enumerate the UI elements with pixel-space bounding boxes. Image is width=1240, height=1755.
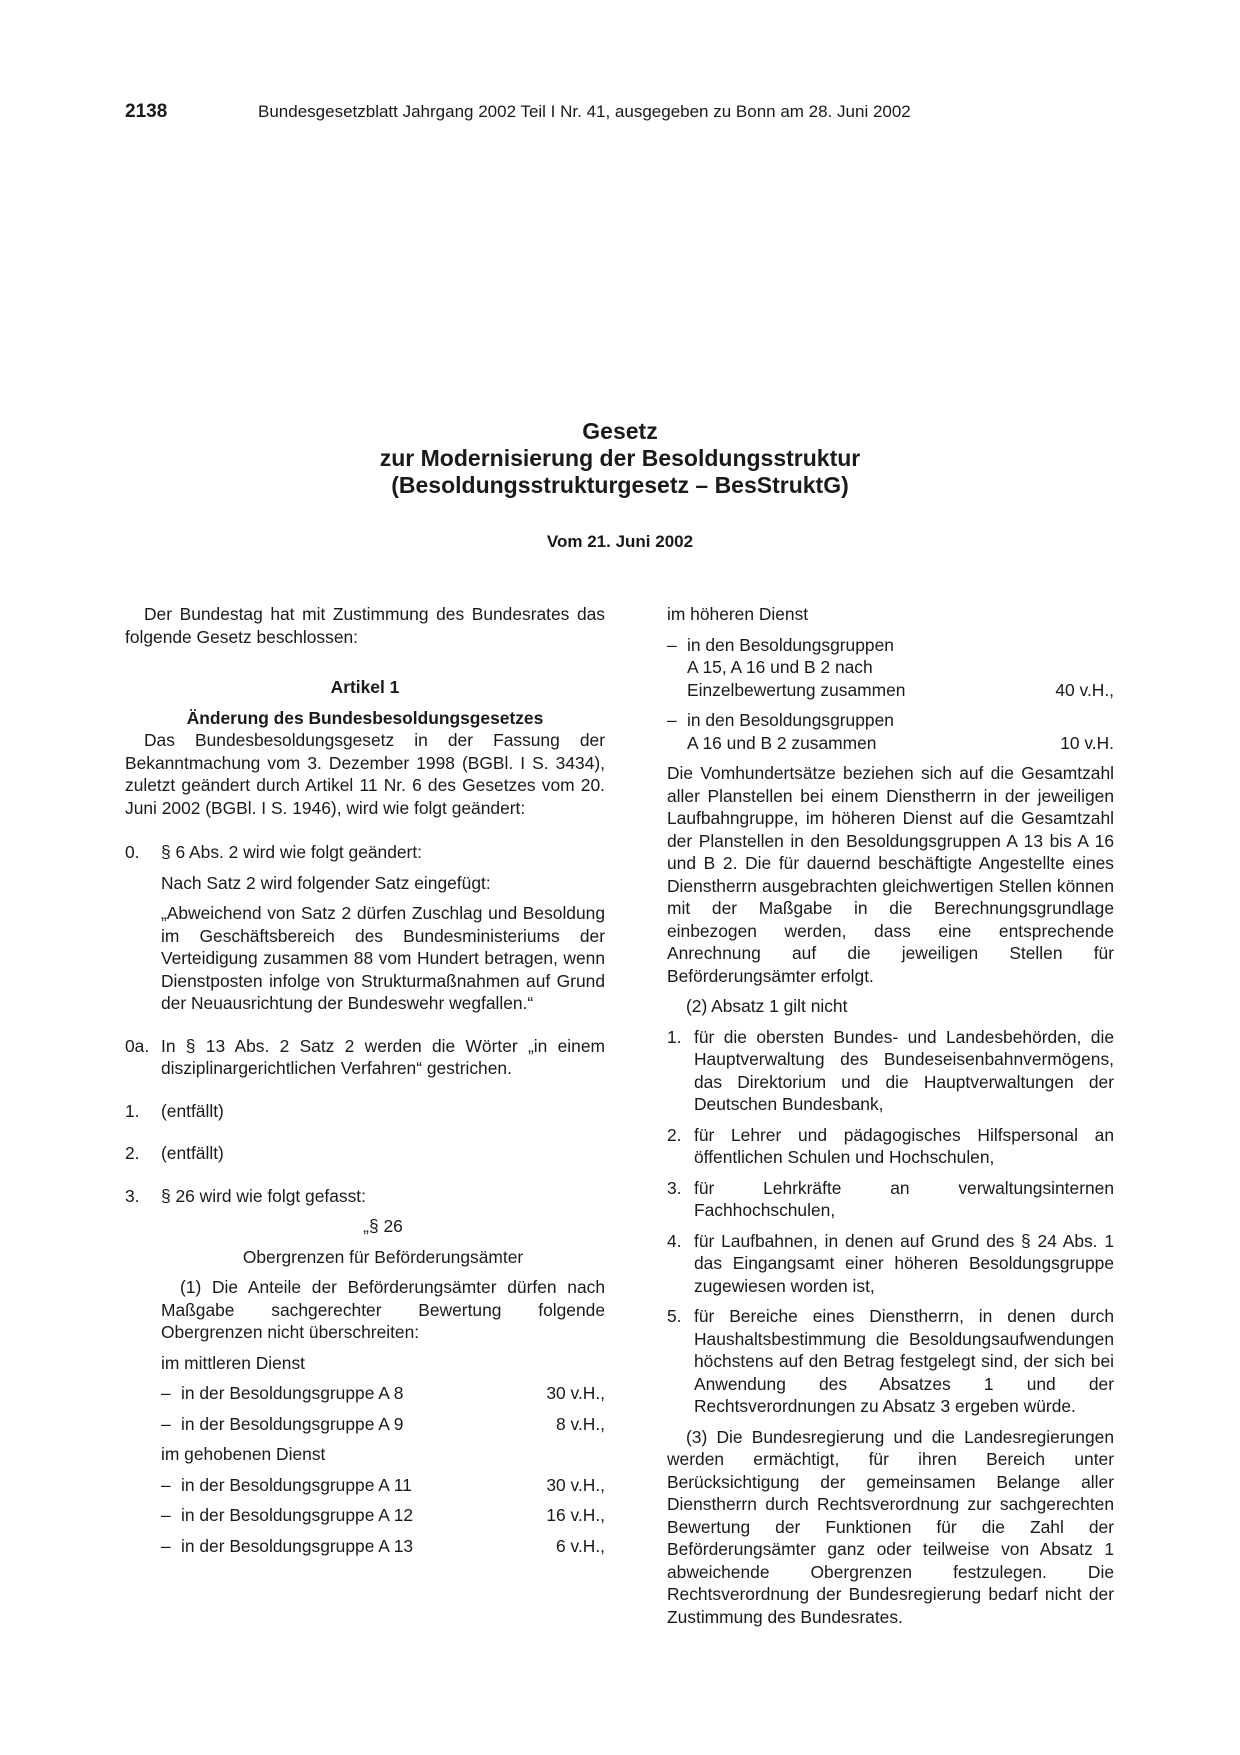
amendment-item-3 — [125, 1185, 605, 1558]
rate-row-a9 — [161, 1413, 605, 1436]
rate-row-a15-a16-b2 — [667, 634, 1114, 702]
rate-label-line: Einzelbewertung zusammen — [687, 679, 906, 700]
rate-value: 30 v.H., — [546, 1474, 605, 1495]
rate-row-a13 — [161, 1535, 605, 1558]
rate-label-line: A 15, A 16 und B 2 nach — [687, 657, 873, 677]
law-date: Vom 21. Juni 2002 — [546, 532, 694, 551]
rate-label-line: in den Besoldungsgruppen — [687, 710, 894, 730]
group-middle-service: im mittleren Dienst — [161, 1352, 305, 1373]
amendment-item-2 — [125, 1142, 605, 1165]
rate-label-line: A 16 und B 2 zusammen — [687, 732, 877, 753]
law-title-line2: zur Modernisierung der Besoldungsstruktur — [379, 445, 861, 471]
item-text: für Lehrkräfte an verwaltungsinternen Fachhochschulen, — [694, 1177, 1114, 1220]
paragraph-1: (1) Die Anteile der Beförderungsämter dürfen nach Maßgabe sachgerechter Bewertung folgende Obergrenzen nicht überschreiten: — [161, 1277, 605, 1342]
dash: – — [161, 1535, 171, 1556]
amendment-item-0a — [125, 1035, 605, 1080]
group-higher-service: im höheren Dienst — [667, 604, 809, 624]
exception-item-4 — [667, 1230, 1114, 1298]
dash: – — [161, 1474, 171, 1495]
rate-row-a12 — [161, 1504, 605, 1527]
running-head: Bundesgesetzblatt Jahrgang 2002 Teil I Nr. 41, ausgegeben zu Bonn am 28. Juni 2002 — [258, 102, 911, 121]
item-label: 1. — [667, 1026, 682, 1047]
inserted-sentence: „Abweichend von Satz 2 dürfen Zuschlag und Besoldung im Geschäftsbereich des Bundesministeriums der Verteidigung zusammen 88 vom Hundert betragen, wenn Dienstposten infolge von Strukturmaßnahmen auf Grund der Neuausrichtung der Bundeswehr wegfallen.“ — [161, 903, 605, 1013]
item-text: (entfällt) — [161, 1143, 224, 1163]
rate-row-a16-b2 — [667, 709, 1114, 754]
item-label: 1. — [125, 1100, 140, 1121]
section-label: „§ 26 — [363, 1216, 403, 1236]
rate-value: 10 v.H. — [1060, 732, 1114, 753]
item-text: für Laufbahnen, in denen auf Grund des § 24 Abs. 1 das Eingangsamt einer höheren Besoldungsgruppe zugewiesen worden ist, — [694, 1230, 1114, 1296]
amendment-item-1 — [125, 1100, 605, 1123]
dash: – — [667, 634, 677, 655]
paragraph-2: (2) Absatz 1 gilt nicht — [686, 996, 848, 1016]
item-label: 3. — [667, 1177, 682, 1198]
rate-row-a8 — [161, 1382, 605, 1405]
item-text: für Bereiche eines Dienstherrn, in denen durch Haushaltsbestimmung die Besoldungsaufwendungen höchstens auf den Betrag festgelegt sind, der sich bei Anwendung des Absatzes 1 und der Rechtsverordnungen zu Absatz 3 ergeben würde. — [694, 1306, 1114, 1416]
rate-value: 8 v.H., — [556, 1413, 605, 1434]
page-header — [125, 101, 1125, 131]
paragraph-3: (3) Die Bundesregierung und die Landesregierungen werden ermächtigt, für ihren Bereich unter Berücksichtigung der gemeinsamen Belange aller Dienstherrn durch Rechtsverordnung zur sachgerechten Bewertung der Funktionen für die Zahl der Beförderungsämter ganz oder teilweise von Absatz 1 abweichende Obergrenzen festzulegen. Die Rechtsverordnung der Bundesregierung bedarf nicht der Zustimmung des Bundesrates. — [667, 1426, 1114, 1627]
exception-item-3 — [667, 1177, 1114, 1222]
percent-note: Die Vomhundertsätze beziehen sich auf die Gesamtzahl aller Planstellen bei einem Dienstherrn in der jeweiligen Laufbahngruppe, im höheren Dienst auf die Gesamtzahl der Planstellen in den Besoldungsgruppen A 13 bis A 16 und B 2. Die für dauernd beschäftigte Angestellte eines Dienstherrn ausgebrachten gleichwertigen Stellen können mit der Maßgabe in die Berechnungsgrundlage einbezogen werden, dass eine entsprechende Anrechnung auf die jeweiligen Stellen für Beförderungsämter erfolgt. — [667, 763, 1114, 986]
exception-item-2 — [667, 1124, 1114, 1169]
rate-row-a11 — [161, 1474, 605, 1497]
section-title: Obergrenzen für Beförderungsämter — [242, 1246, 524, 1267]
item-label: 2. — [125, 1143, 140, 1163]
dash: – — [161, 1383, 171, 1403]
item-label: 2. — [667, 1124, 682, 1145]
item-subtext: Nach Satz 2 wird folgender Satz eingefügt: — [161, 872, 491, 893]
dash: – — [667, 710, 677, 730]
article-subheading: Änderung des Bundesbesoldungsgesetzes — [186, 707, 544, 728]
dash: – — [161, 1413, 171, 1434]
group-elevated-service: im gehobenen Dienst — [161, 1444, 326, 1464]
enactment-clause: Der Bundestag hat mit Zustimmung des Bundesrates das folgende Gesetz beschlossen: — [125, 604, 605, 647]
rate-label: in der Besoldungsgruppe A 11 — [181, 1474, 412, 1495]
item-label: 3. — [125, 1185, 140, 1206]
exception-item-1 — [667, 1026, 1114, 1116]
rate-label: in der Besoldungsgruppe A 8 — [181, 1383, 404, 1403]
item-label: 0. — [125, 842, 140, 862]
rate-value: 30 v.H., — [546, 1383, 605, 1403]
item-text: (entfällt) — [161, 1100, 224, 1121]
item-text: In § 13 Abs. 2 Satz 2 werden die Wörter „in einem disziplinargerichtlichen Verfahren“ gestrichen. — [161, 1035, 605, 1078]
item-text: § 26 wird wie folgt gefasst: — [161, 1185, 366, 1206]
rate-value: 16 v.H., — [546, 1505, 605, 1525]
item-label: 0a. — [125, 1035, 150, 1056]
rate-label-line: in den Besoldungsgruppen — [687, 634, 894, 655]
law-title-line3: (Besoldungsstrukturgesetz – BesStruktG) — [391, 472, 849, 498]
item-text: § 6 Abs. 2 wird wie folgt geändert: — [161, 842, 423, 862]
title-block — [200, 418, 1040, 552]
item-label: 5. — [667, 1306, 682, 1326]
article-intro: Das Bundesbesoldungsgesetz in der Fassung der Bekanntmachung vom 3. Dezember 1998 (BGBl. I S. 3434), zuletzt geändert durch Artikel 11 Nr. 6 des Gesetzes vom 20. Juni 2002 (BGBl. I S. 1946), wird wie folgt geändert: — [125, 730, 605, 818]
left-column — [125, 603, 605, 1557]
law-title-line1: Gesetz — [582, 418, 658, 444]
dash: – — [161, 1505, 171, 1525]
rate-label: in der Besoldungsgruppe A 13 — [181, 1535, 414, 1556]
rate-value: 40 v.H., — [1055, 679, 1114, 700]
exception-item-5 — [667, 1305, 1114, 1418]
page-number: 2138 — [125, 101, 168, 122]
rate-label: in der Besoldungsgruppe A 9 — [181, 1413, 404, 1434]
item-text: für Lehrer und pädagogisches Hilfspersonal an öffentlichen Schulen und Hochschulen, — [694, 1124, 1114, 1167]
amendment-item-0 — [125, 841, 605, 1015]
right-column — [667, 603, 1114, 1628]
article-heading: Artikel 1 — [330, 677, 400, 697]
rate-label: in der Besoldungsgruppe A 12 — [181, 1505, 414, 1525]
item-text: für die obersten Bundes- und Landesbehörden, die Hauptverwaltung des Bundeseisenbahnvermögens, das Direktorium und die Hauptverwaltungen der Deutschen Bundesbank, — [694, 1026, 1114, 1114]
rate-value: 6 v.H., — [556, 1535, 605, 1556]
item-label: 4. — [667, 1230, 682, 1251]
